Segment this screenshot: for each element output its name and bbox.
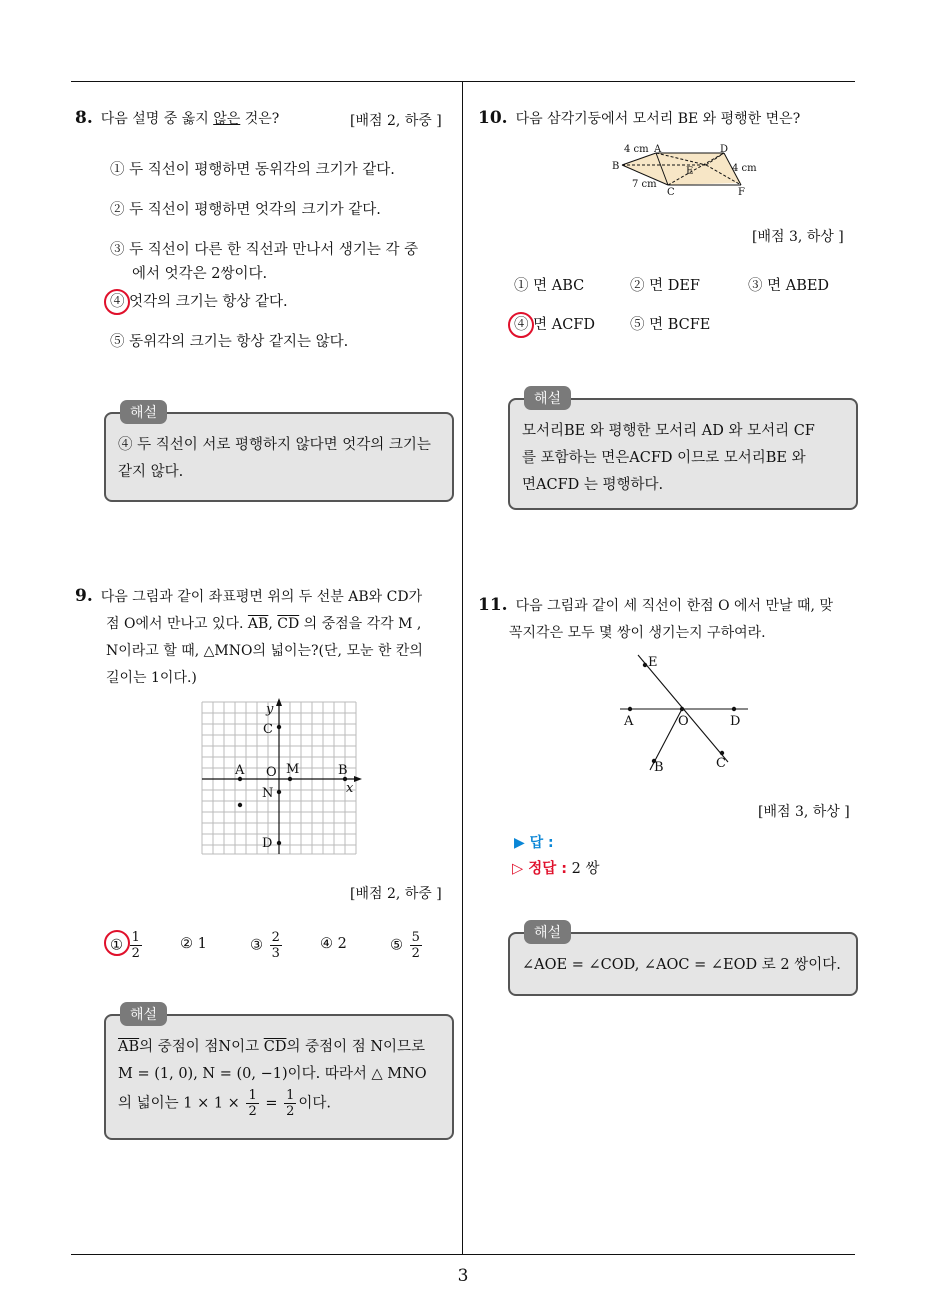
solution-label: 해설	[524, 920, 571, 944]
solution-line: $\overline{AB}$의 중점이 점N이고 $\overline{CD}$의 중점이 점 N이므로	[118, 1039, 426, 1055]
solution-line: 면ACFD 는 평행하다.	[522, 477, 664, 493]
page-number: 3	[457, 1266, 469, 1286]
question-text-4: 길이는 1이다.)	[106, 670, 197, 686]
solution-box-8	[104, 405, 454, 502]
question-number: 11.	[478, 595, 508, 615]
svg-text:E: E	[648, 655, 658, 670]
svg-text:4 cm: 4 cm	[732, 163, 757, 174]
solution-label: 해설	[120, 1002, 167, 1026]
svg-text:4 cm: 4 cm	[624, 144, 649, 155]
option-5[interactable]: ⑤ 면 BCFE	[630, 317, 711, 333]
solution-line: ④ 두 직선이 서로 평행하지 않다면 엇각의 크기는	[118, 437, 431, 453]
svg-text:C: C	[716, 756, 726, 771]
option-1[interactable]: ① 면 ABC	[514, 278, 585, 294]
score-meta: [배점 3, 하상 ]	[758, 804, 850, 820]
svg-text:x: x	[346, 781, 354, 796]
solution-box-11	[508, 925, 858, 996]
svg-text:N: N	[262, 786, 274, 801]
intersecting-lines-figure	[616, 650, 756, 775]
svg-text:D: D	[262, 836, 273, 851]
solution-line: ∠AOE = ∠COD, ∠AOC = ∠EOD 로 2 쌍이다.	[522, 957, 841, 973]
correct-answer-row	[512, 857, 600, 878]
correct-answer-value: 2 쌍	[571, 861, 600, 877]
option-3[interactable]: ③ 면 ABED	[748, 278, 830, 294]
solution-line: 모서리BE 와 평행한 모서리 AD 와 모서리 CF	[522, 423, 815, 439]
selected-answer-mark	[104, 930, 130, 956]
option-2[interactable]: ② 두 직선이 평행하면 엇각의 크기가 같다.	[110, 202, 381, 218]
svg-text:A: A	[235, 763, 245, 778]
option-3-continued: 에서 엇각은 2쌍이다.	[132, 266, 268, 282]
question-text-2: 꼭지각은 모두 몇 쌍이 생기는지 구하여라.	[509, 625, 766, 641]
svg-text:B: B	[338, 763, 348, 778]
solution-line: 를 포함하는 면은ACFD 이므로 모서리BE 와	[522, 450, 806, 466]
option-3[interactable]: ③ 두 직선이 다른 한 직선과 만나서 생기는 각 중	[110, 242, 419, 258]
svg-text:7 cm: 7 cm	[632, 179, 657, 190]
question-10	[478, 106, 800, 132]
question-number: 10.	[478, 108, 508, 128]
correct-answer-label: ▷ 정답 :	[512, 861, 568, 877]
svg-text:O: O	[266, 765, 277, 780]
svg-text:y: y	[266, 702, 274, 717]
question-text: 다음 설명 중 옳지 않은 것은?	[100, 111, 280, 127]
option-2[interactable]: ② 면 DEF	[630, 278, 700, 294]
question-text-3: N이라고 할 때, △MNO의 넓이는?(단, 모눈 한 칸의	[106, 643, 423, 659]
coordinate-grid-figure	[196, 696, 366, 860]
option-5[interactable]: ⑤ $\frac{5}{2}$	[390, 930, 420, 961]
question-number: 8.	[75, 108, 93, 128]
question-8	[75, 106, 279, 132]
svg-text:E: E	[686, 166, 694, 177]
solution-label: 해설	[120, 400, 167, 424]
score-meta: [배점 3, 하상 ]	[752, 229, 844, 245]
question-text: 다음 삼각기둥에서 모서리 BE 와 평행한 면은?	[515, 111, 801, 127]
question-number: 9.	[75, 586, 93, 606]
svg-text:C: C	[263, 722, 273, 737]
svg-text:O: O	[678, 714, 689, 729]
solution-line: M = (1, 0), N = (0, −1)이다. 따라서 △ MNO	[118, 1066, 427, 1082]
svg-text:D: D	[720, 144, 729, 155]
svg-text:C: C	[667, 187, 675, 198]
option-3[interactable]: ③ $\frac{2}{3}$	[250, 930, 280, 961]
option-4[interactable]: ④ 엇각의 크기는 항상 같다.	[110, 294, 288, 310]
svg-text:F: F	[738, 187, 745, 198]
question-9	[75, 583, 460, 692]
selected-answer-mark	[104, 289, 130, 315]
svg-text:A: A	[654, 144, 662, 155]
selected-answer-mark	[508, 312, 534, 338]
solution-line: 같지 않다.	[118, 464, 184, 480]
svg-text:D: D	[730, 714, 741, 729]
column-divider	[462, 82, 463, 1254]
svg-text:B: B	[612, 161, 620, 172]
svg-text:A: A	[624, 714, 634, 729]
option-1[interactable]: ① $\frac{1}{2}$	[110, 930, 140, 961]
option-1[interactable]: ① 두 직선이 평행하면 동위각의 크기가 같다.	[110, 162, 395, 178]
solution-box-9	[104, 1007, 454, 1140]
score-meta: [배점 2, 하중 ]	[350, 886, 442, 902]
score-meta: [배점 2, 하중 ]	[350, 113, 442, 129]
answer-label: ▶ 답 :	[514, 835, 554, 851]
option-4[interactable]: ④ 2	[320, 936, 347, 952]
solution-label: 해설	[524, 386, 571, 410]
option-4[interactable]: ④ 면 ACFD	[514, 317, 595, 333]
solution-line: 의 넓이는 1 × 1 × $\frac{1}{2}$ = $\frac{1}{2}$ 이다.	[118, 1088, 331, 1119]
top-rule	[71, 81, 855, 82]
triangular-prism-figure	[606, 143, 766, 199]
question-text: 다음 그림과 같이 세 직선이 한점 O 에서 만날 때, 맞	[515, 598, 833, 614]
bottom-rule	[71, 1254, 855, 1255]
option-5[interactable]: ⑤ 동위각의 크기는 항상 같지는 않다.	[110, 334, 349, 350]
question-text: 다음 그림과 같이 좌표평면 위의 두 선분 AB와 CD가	[100, 589, 423, 605]
svg-text:B: B	[654, 760, 664, 775]
solution-box-10	[508, 391, 858, 510]
question-11	[478, 592, 863, 647]
option-2[interactable]: ② 1	[180, 936, 207, 952]
question-text-2: 점 O에서 만나고 있다. $\overline{AB}$, $\overline{CD}$ 의 중점을 각각 M ,	[106, 616, 422, 632]
svg-text:M: M	[286, 762, 300, 777]
